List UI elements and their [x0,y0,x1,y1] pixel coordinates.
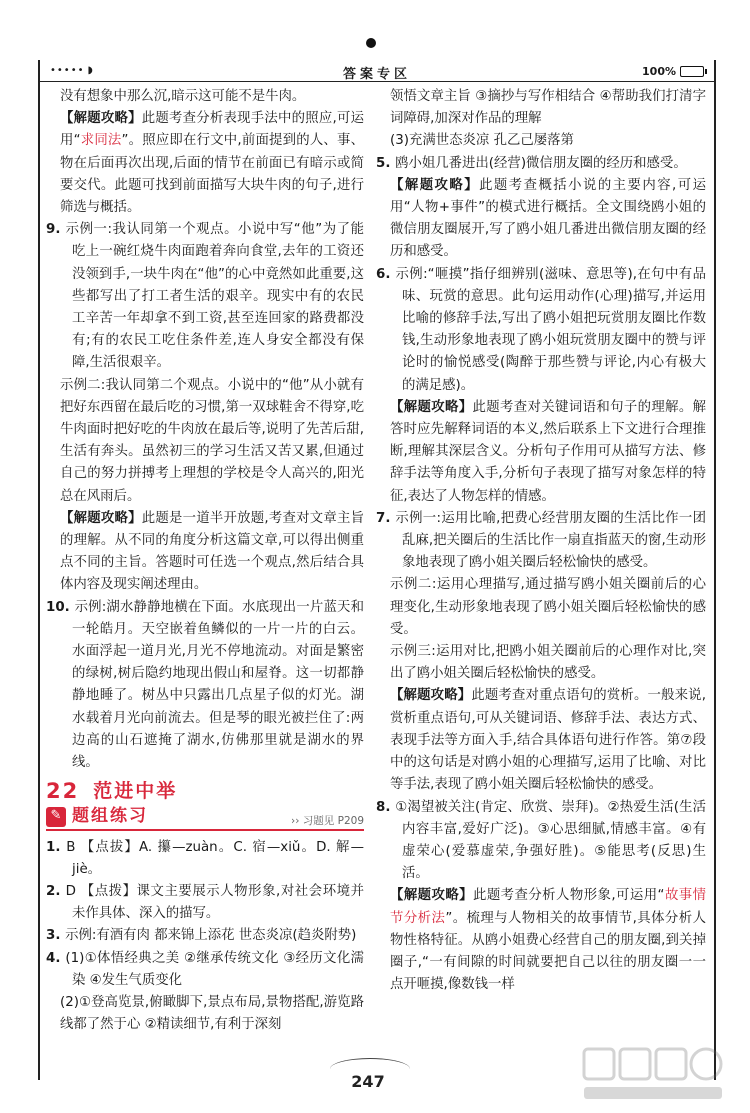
answer-text: 此题考查概括小说的主要内容,可运用“人物+事件”的模式进行概括。全文围绕鸥小姐的微信朋友圈展开,写了鸥小姐几番进出微信朋友圈的经历和感受。 [390,177,707,260]
question-number: 7. [376,510,396,526]
answer-paragraph [376,885,706,996]
method-highlight: 故事情节分析法 [390,888,707,926]
answer-paragraph [46,508,364,597]
answer-text: 示例:湖水静静地横在下面。水底现出一片蓝天和一轮皓月。天空嵌着鱼鳞似的一片一片的白云。水面浮起一道月光,月光不停地流动。对面是繁密的绿树,树后隐约地现出假山和屋脊。这一切都静静地睡了。树丛中只露出几点星子似的灯光。湖水载着月光向前流去。但是琴的眼光被拦住了:两边高的山石遮掩了湖水,仿佛那里就是湖水的界线。 [72,599,364,771]
method-highlight: 求同法 [80,133,122,149]
right-answers [376,86,706,996]
answer-paragraph [376,797,706,886]
question-number: 2. [46,883,66,899]
question-number: 8. [376,799,396,815]
device-camera [366,38,376,48]
question-number: 6. [376,266,396,282]
strategy-tag: 【解题攻略】 [60,510,142,526]
group-practice-bar [46,805,364,831]
battery-icon [680,66,704,77]
answer-text: B 【点拔】A. 攥—zuàn。C. 宿—xiǔ。D. 解—jiè。 [66,839,364,877]
answer-paragraph [46,837,364,881]
answer-paragraph [376,264,706,397]
question-number: 4. [46,950,66,966]
answer-paragraph [46,925,364,947]
answer-paragraph [376,508,706,575]
answer-paragraph [46,597,364,775]
answer-paragraph [376,397,706,508]
answer-text: 此题考查分析表现手法中的照应,可运用“ [60,111,364,149]
answer-paragraph: 示例二:运用心理描写,通过描写鸥小姐关圈前后的心理变化,生动形象地表现了鸥小姐关圈后轻松愉快的感受。 [390,577,706,637]
question-number: 5. [376,155,396,171]
watermark-logo [578,1045,728,1105]
left-column [46,86,364,1036]
group-label: 题组练习 [72,806,148,827]
answer-paragraph [46,219,364,374]
answer-text: 鸥小姐几番进出(经营)微信朋友圈的经历和感受。 [395,155,687,171]
answer-text: 示例一:运用比喻,把费心经营朋友圈的生活比作一团乱麻,把关圈后的生活比作一扇直指蓝天的窗,生动形象地表现了鸥小姐关圈后轻松愉快的感受。 [395,510,706,571]
answer-paragraph [46,948,364,992]
watermark-icon [578,1045,728,1105]
strategy-tag: 【解题攻略】 [390,688,472,704]
answer-paragraph: 没有想象中那么沉,暗示这可能不是牛肉。 [60,89,306,104]
exercise-reference: ›› 习题见 P209 [291,814,364,827]
pencil-icon: ✎ [46,807,66,827]
answer-paragraph [376,685,706,796]
answer-text: 示例:有酒有肉 都来锦上添花 世态炎凉(趋炎附势) [65,928,357,944]
answer-text: (1)①体悟经典之美 ②继承传统文化 ③经历文化濡染 ④发生气质变化 [65,950,364,988]
answer-text: 此题考查对关键词语和句子的理解。解答时应先解释词语的本义,然后联系上下文进行合理推断,理解其深层含义。分析句子作用可从描写方法、修辞手法等角度入手,分析句子表现了描写对象怎样的特征,表达了人物怎样的情感。 [390,399,707,504]
battery-indicator [642,65,704,78]
answer-text: ”。梳理与人物相关的故事情节,具体分析人物性格特征。从鸥小姐费心经营自己的朋友圈,到关掉圈子,“一有间隙的时间就要把自己以往的朋友圈一一点开咂摸,像数钱一样 [390,910,706,993]
strategy-tag: 【解题攻略】 [390,888,474,904]
strategy-tag: 【解题攻略】 [390,177,480,193]
left-answers-after [46,837,364,1037]
strategy-tag: 【解题攻略】 [60,111,142,127]
signal-icon: ••••• ◗ [50,65,94,76]
wifi-icon: ◗ [87,65,94,76]
question-number: 9. [46,222,66,238]
question-number: 10. [46,599,75,615]
battery-percent: 100% [642,65,676,78]
answer-text: D 【点拨】课文主要展示人物形象,对社会环境并未作具体、深入的描写。 [65,883,364,922]
section-title: 范进中举 [93,780,178,803]
left-answers [46,86,364,774]
answer-text: 示例一:我认同第一个观点。小说中写“他”为了能吃上一碗红烧牛肉面跑着奔向食堂,去年的工资还没领到手,一块牛肉在“他”的心中竟然如此重要,这些都写出了打工者生活的艰辛。现实中有的农民工辛苦一年却拿不到工资,甚至连回家的路费都没有;有的农民工吃住条件差,连人身安全都没有保障,生活很艰辛。 [65,222,364,371]
answer-text: 此题是一道半开放题,考查对文章主旨的理解。从不同的角度分析这篇文章,可以得出侧重点不同的主旨。答题时可任选一个观点,然后结合具体内容及现实阐述理由。 [60,510,364,593]
question-number: 1. [46,839,67,855]
answer-paragraph: 示例二:我认同第二个观点。小说中的“他”从小就有把好东西留在最后吃的习惯,第一双球鞋舍不得穿,吃牛肉面时把好吃的牛肉放在最后等,说明了先苦后甜,生活有奔头。虽然初三的学习生活又苦又累,但通过自己的努力拼搏考上理想的学校是令人高兴的,阳光总在风雨后。 [60,377,364,504]
answer-paragraph [376,153,706,175]
answer-paragraph: (3)充满世态炎凉 孔乙己屡落第 [390,133,574,149]
answer-paragraph: (2)①登高览景,俯瞰脚下,景点布局,景物搭配,游览路线都了然于心 ②精读细节,有利于深刻 [60,994,364,1033]
strategy-tag: 【解题攻略】 [390,399,473,415]
answer-paragraph [376,175,706,264]
answer-text: 示例:“咂摸”指仔细辨别(滋味、意思等),在句中有品味、玩赏的意思。此句运用动作(心理)描写,并运用比喻的修辞手法,写出了鸥小姐把玩赏朋友圈比作数钱,生动形象地表现了鸥小姐玩赏朋友圈中的赞与评论时的愉悦感受(陶醉于那些赞与评论,内心有极大的满足感)。 [395,266,706,393]
answer-text: ①渴望被关注(肯定、欣赏、崇拜)。②热爱生活(生活内容丰富,爱好广泛)。③心思细腻,情感丰富。④有虚荣心(爱慕虚荣,争强好胜)。⑤能思考(反思)生活。 [395,799,706,882]
page-number: 247 [351,1071,385,1091]
status-bar [40,62,714,82]
answer-paragraph [46,108,364,219]
answer-paragraph: 领悟文章主旨 ③摘抄与写作相结合 ④帮助我们打清字词障碍,加深对作品的理解 [390,89,706,127]
answer-text: 此题考查分析人物形象,可运用“ [473,888,665,904]
page-title: 答案专区 [342,67,411,82]
right-column [376,86,706,996]
section-heading [46,780,364,802]
section-number: 22 [46,779,80,804]
answer-paragraph [46,881,364,925]
answer-text: 此题考查对重点语句的赏析。一般来说,赏析重点语句,可从关键词语、修辞手法、表达方式、表现手法等方面入手,结合具体语句进行作答。第⑦段中的这句话是对鸥小姐的心理描写,运用了比喻、对比等手法,表现了鸥小姐关圈后轻松愉快的感受。 [390,688,706,793]
answer-text: ”。照应即在行文中,前面提到的人、事、物在后面再次出现,后面的情节在前面已有暗示或简要交代。此题可找到前面描写大块牛肉的句子,进行筛选与概括。 [60,133,364,216]
question-number: 3. [46,928,66,944]
answer-paragraph: 示例三:运用对比,把鸥小姐关圈前后的心理作对比,突出了鸥小姐关圈后轻松愉快的感受。 [390,644,706,682]
